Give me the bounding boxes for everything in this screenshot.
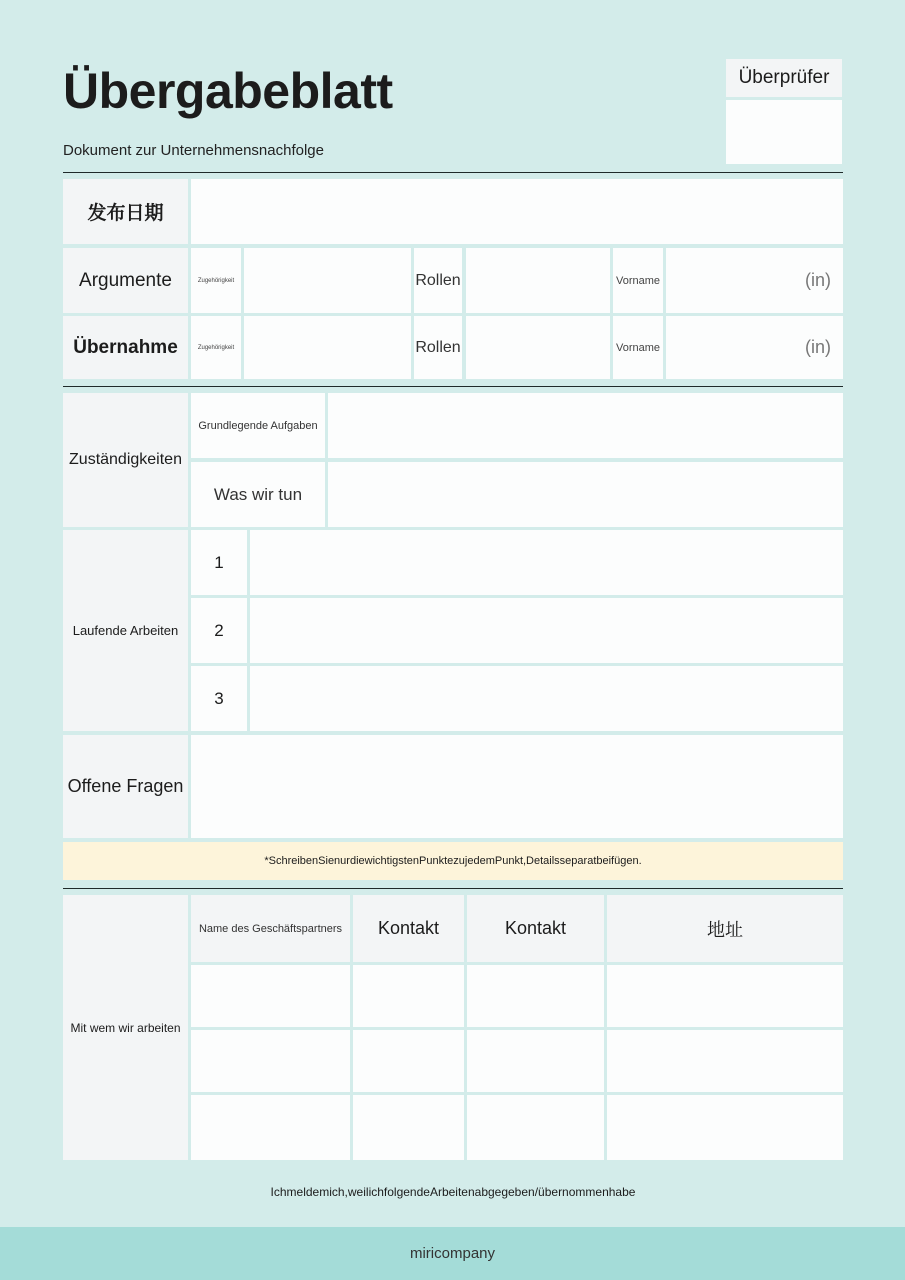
divider xyxy=(63,386,843,387)
contact-cell[interactable] xyxy=(353,1095,464,1160)
affiliation-label: Zugehörigkeit xyxy=(191,316,241,379)
suffix-in: (in) xyxy=(805,337,831,357)
page-subtitle: Dokument zur Unternehmensnachfolge xyxy=(63,142,324,159)
address-cell[interactable] xyxy=(607,1095,843,1160)
contact-cell[interactable] xyxy=(467,965,604,1027)
ongoing-work-field[interactable] xyxy=(250,598,843,663)
person-row-label-argumente: Argumente xyxy=(63,248,188,313)
address-cell[interactable] xyxy=(607,1030,843,1092)
responsibilities-label: Zuständigkeiten xyxy=(63,393,188,527)
roles-field[interactable] xyxy=(466,248,610,313)
roles-label: Rollen xyxy=(414,248,462,313)
contact-cell[interactable] xyxy=(353,965,464,1027)
address-cell[interactable] xyxy=(607,965,843,1027)
reviewer-signature-field[interactable] xyxy=(726,100,842,164)
divider xyxy=(63,888,843,889)
firstname-label: Vorname xyxy=(613,316,663,379)
basic-tasks-label: Grundlegende Aufgaben xyxy=(191,393,325,458)
release-date-label: 发布日期 xyxy=(63,179,188,244)
open-questions-label: Offene Fragen xyxy=(63,735,188,838)
basic-tasks-field[interactable] xyxy=(328,393,843,458)
person-row-label-uebernahme: Übernahme xyxy=(63,316,188,379)
firstname-label: Vorname xyxy=(613,248,663,313)
brand-footer: miricompany xyxy=(0,1227,905,1280)
ongoing-work-label: Laufende Arbeiten xyxy=(63,530,188,731)
row-number: 2 xyxy=(191,598,247,663)
contact-header: Kontakt xyxy=(467,895,604,962)
roles-field[interactable] xyxy=(466,316,610,379)
footer-statement: Ichmeldemich,weilichfolgendeArbeitenabgegeben/übernommenhabe xyxy=(270,1185,636,1199)
page-title: Übergabeblatt xyxy=(63,63,393,119)
ongoing-work-field[interactable] xyxy=(250,666,843,731)
note-bar: *SchreibenSienurdiewichtigstenPunktezujedemPunkt,Detailsseparatbeifügen. xyxy=(63,842,843,880)
affiliation-field[interactable] xyxy=(244,248,411,313)
contact-cell[interactable] xyxy=(467,1095,604,1160)
firstname-field[interactable] xyxy=(666,316,843,379)
affiliation-field[interactable] xyxy=(244,316,411,379)
ongoing-work-field[interactable] xyxy=(250,530,843,595)
contact-cell[interactable] xyxy=(467,1030,604,1092)
roles-label: Rollen xyxy=(414,316,462,379)
what-we-do-label: Was wir tun xyxy=(191,462,325,527)
partner-name-header: Name des Geschäftspartners xyxy=(191,895,350,962)
release-date-field[interactable] xyxy=(191,179,843,244)
divider xyxy=(63,172,843,173)
suffix-in: (in) xyxy=(805,270,831,290)
reviewer-label: Überprüfer xyxy=(726,59,842,97)
partners-label: Mit wem wir arbeiten xyxy=(63,895,188,1160)
contact-header: Kontakt xyxy=(353,895,464,962)
affiliation-label: Zugehörigkeit xyxy=(191,248,241,313)
partner-name-cell[interactable] xyxy=(191,1095,350,1160)
partner-name-cell[interactable] xyxy=(191,1030,350,1092)
what-we-do-field[interactable] xyxy=(328,462,843,527)
row-number: 3 xyxy=(191,666,247,731)
contact-cell[interactable] xyxy=(353,1030,464,1092)
row-number: 1 xyxy=(191,530,247,595)
firstname-field[interactable] xyxy=(666,248,843,313)
open-questions-field[interactable] xyxy=(191,735,843,838)
partner-name-cell[interactable] xyxy=(191,965,350,1027)
address-header: 地址 xyxy=(607,895,843,962)
